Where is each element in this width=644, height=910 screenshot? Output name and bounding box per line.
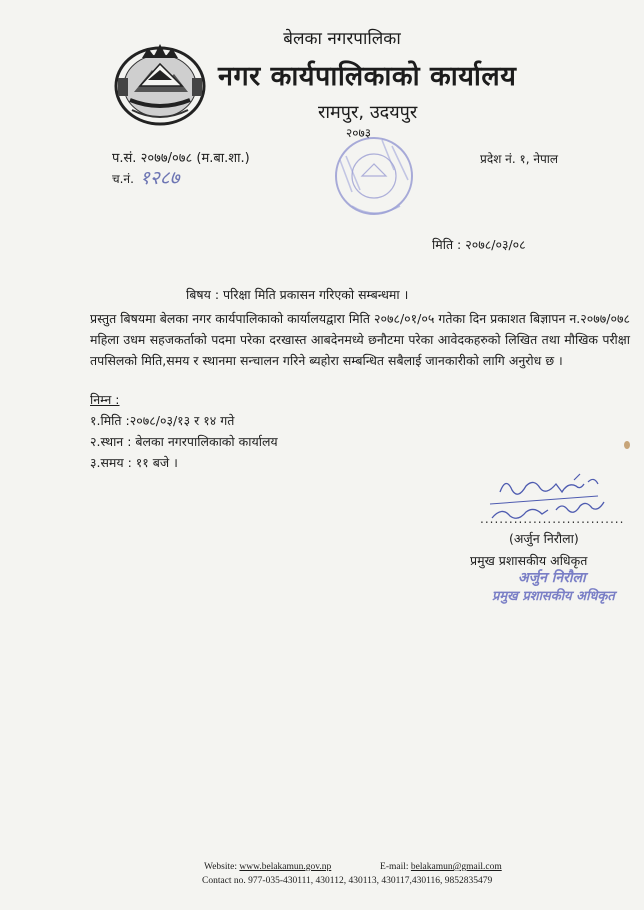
- province-label: प्रदेश नं. १, नेपाल: [480, 152, 559, 166]
- dispatch-label: च.नं.: [112, 172, 134, 186]
- office-stamp: [322, 130, 422, 226]
- footer-phone-numbers: Contact no. 977-035-430111, 430112, 430113, 430117,430116, 9852835479: [202, 876, 493, 886]
- establishment-year: २०७३: [346, 126, 371, 140]
- list-item-time: ३.समय : ११ बजे ।: [90, 455, 178, 470]
- office-address: रामपुर, उदयपुर: [318, 102, 418, 123]
- dispatch-number-handwritten: १२८७: [140, 167, 180, 189]
- website-label: Website:: [204, 862, 238, 872]
- stamp-signatory-name: अर्जुन निरौला: [518, 570, 586, 586]
- letter-date: मिति : २०७८/०३/०८: [432, 237, 526, 252]
- email-link[interactable]: belakamun@gmail.com: [410, 862, 502, 872]
- nepal-emblem-logo: [112, 40, 208, 126]
- reference-number: प.सं. २०७७/०७८ (म.बा.शा.): [112, 151, 250, 166]
- email-label: E-mail:: [380, 862, 409, 872]
- ink-spot: [624, 441, 630, 449]
- footer-contacts: [204, 862, 502, 872]
- letter-body: प्रस्तुत बिषयमा बेलका नगर कार्यपालिकाको कार्यालयद्वारा मिति २०७८/०१/०५ गतेका दिन प्रकाशत बिज्ञापन न.२०७७/०७८ महिला उधम सहजकर्ताको पदमा परेका दरखास्त आबदेनमध्ये छनौटमा परेका आवेदकहरुको लिखित तथा मौखिक परीक्षा तपसिलको मिति,समय र स्थानमा सन्चालन गरिने ब्यहोरा सम्बन्धित सबैलाई जानकारीको लागि अनुरोध छ ।: [90, 311, 630, 368]
- municipality-name: बेलका नगरपालिका: [283, 29, 401, 49]
- list-heading: निम्न :: [90, 392, 120, 407]
- office-title: नगर कार्यपालिकाको कार्यालय: [218, 61, 517, 92]
- stamp-signatory-title: प्रमुख प्रशासकीय अधिकृत: [492, 589, 615, 604]
- list-item-date: १.मिति :२०७८/०३/१३ र १४ गते: [90, 413, 235, 428]
- signatory-name: (अर्जुन निरौला): [509, 531, 579, 546]
- letter-subject: बिषय : परिक्षा मिति प्रकासन गरिएको सम्बन्धमा ।: [186, 287, 409, 302]
- signatory-title: प्रमुख प्रशासकीय अधिकृत: [470, 553, 588, 568]
- list-item-venue: २.स्थान : बेलका नगरपालिकाको कार्यालय: [90, 434, 278, 449]
- website-link[interactable]: www.belakamun.gov.np: [239, 862, 332, 872]
- signature-line: ..............................: [480, 512, 625, 526]
